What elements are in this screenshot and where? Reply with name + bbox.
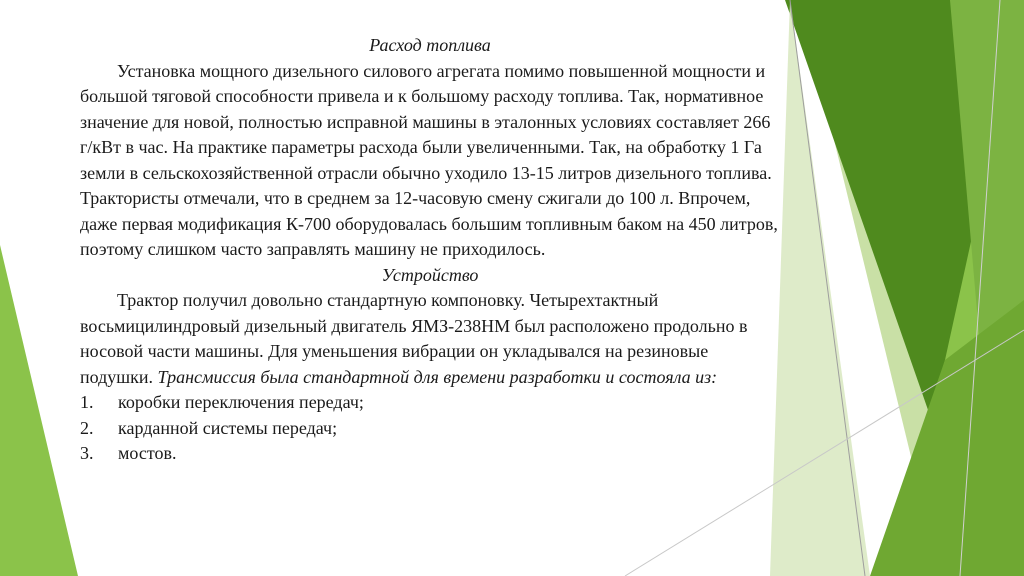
heading-construction: Устройство: [381, 264, 479, 285]
heading-fuel-consumption: Расход топлива: [369, 35, 491, 55]
paragraph-construction: [80, 288, 780, 390]
list-item: [80, 441, 780, 467]
left-green-triangle: [0, 245, 78, 576]
paragraph-construction-italic: Трансмиссия была стандартной для времени разработки и состояла из:: [157, 366, 718, 387]
list-item-number: 2.: [80, 417, 94, 438]
list-item-text: коробки переключения передач;: [118, 392, 364, 412]
list-item-text: карданной системы передач;: [118, 417, 338, 438]
list-item-number: 3.: [80, 443, 94, 463]
slide-text-body: [80, 33, 780, 467]
list-item: [80, 416, 780, 442]
list-item-text: мостов.: [118, 443, 177, 463]
list-item: [80, 390, 780, 416]
list-item-number: 1.: [80, 392, 94, 412]
paragraph-fuel-consumption: Установка мощного дизельного силового агрегата помимо повышенной мощности и большой тяговой способности привела и к большому расходу топлива. Так, нормативное значение для новой, полностью исправной машины в эталонных условиях составляет 266 г/кВт в час. На практике параметры расхода были увеличенными. Так, на обработку 1 Га земли в сельскохозяйственной отрасли обычно уходило 13-15 литров дизельного топлива. Трактористы отмечали, что в среднем за 12-часовую смену сжигали до 100 л. Впрочем, даже первая модификация К-700 оборудовалась большим топливным баком на 450 литров, поэтому слишком часто заправлять машину не приходилось.: [80, 60, 778, 259]
paragraph-construction-plain: Трактор получил довольно стандартную компоновку. Четырехтактный восьмицилиндровый дизельный двигатель ЯМЗ-238НМ был расположено продольно в носовой части машины. Для уменьшения вибрации он укладывался на резиновые подушки.: [80, 290, 748, 387]
